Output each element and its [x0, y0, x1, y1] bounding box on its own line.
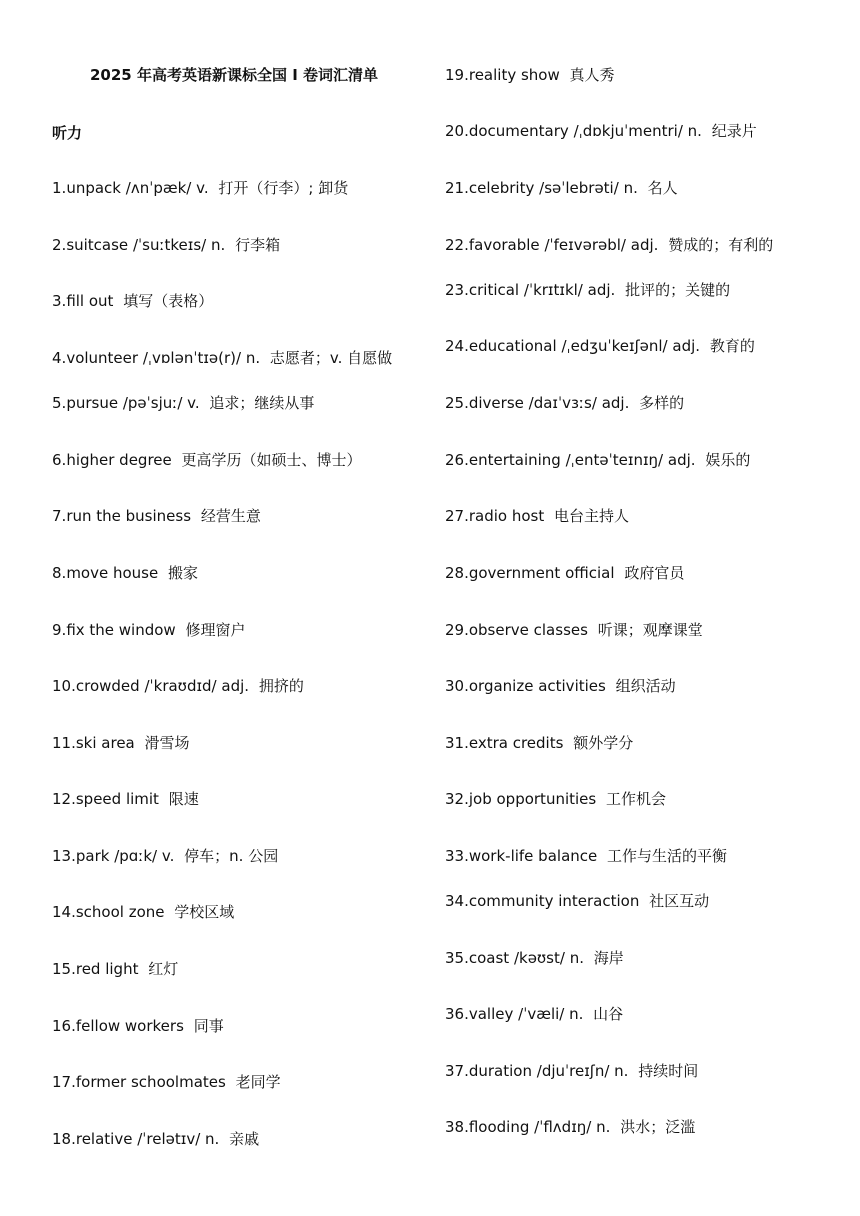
entry-phonetic: /ˈfeɪvərəbl/	[544, 236, 626, 254]
entry-number: 37.	[445, 1062, 469, 1080]
entry-term: educational	[468, 337, 557, 355]
entry-phonetic: /ˌvɒlənˈtɪə(r)/	[142, 349, 242, 367]
vocab-entry	[52, 846, 278, 866]
entry-phonetic: /səˈlebrəti/	[539, 179, 619, 197]
entry-term: work-life balance	[468, 847, 598, 865]
entry-phonetic: /ˌedʒuˈkeɪʃənl/	[561, 337, 668, 355]
entry-number: 33.	[445, 847, 469, 865]
entry-number: 4.	[52, 349, 67, 367]
entry-meaning: 行李箱	[235, 236, 281, 254]
entry-term: pursue	[66, 394, 119, 412]
entry-meaning: 工作机会	[606, 790, 667, 808]
entry-number: 1.	[52, 179, 67, 197]
vocab-entry	[445, 789, 666, 809]
entry-number: 18.	[52, 1130, 76, 1148]
entry-part-of-speech: adj.	[587, 281, 616, 299]
vocab-entry	[52, 620, 246, 640]
entry-part-of-speech: adj.	[601, 394, 630, 412]
entry-meaning: 更高学历（如硕士、博士）	[181, 451, 362, 469]
entry-term: organize activities	[468, 677, 606, 695]
entry-term: celebrity	[468, 179, 535, 197]
entry-number: 19.	[445, 66, 469, 84]
vocab-entry	[445, 280, 730, 300]
entry-number: 36.	[445, 1005, 469, 1023]
entry-term: fix the window	[66, 621, 176, 639]
entry-number: 34.	[445, 892, 469, 910]
vocab-entry	[52, 393, 314, 413]
vocab-entry	[445, 178, 678, 198]
entry-term: move house	[66, 564, 159, 582]
entry-phonetic: /ˌentəˈteɪnɪŋ/	[565, 451, 664, 469]
entry-term: duration	[468, 1062, 532, 1080]
entry-number: 9.	[52, 621, 67, 639]
entry-term: reality show	[468, 66, 560, 84]
entry-number: 15.	[52, 960, 76, 978]
entry-term: job opportunities	[468, 790, 597, 808]
entry-phonetic: /ˌdɒkjuˈmentri/	[573, 122, 683, 140]
entry-part-of-speech: adj.	[630, 236, 659, 254]
entry-meaning: 志愿者；v. 自愿做	[269, 349, 393, 367]
entry-term: radio host	[468, 507, 545, 525]
entry-term: flooding	[468, 1118, 530, 1136]
entry-meaning: 搬家	[168, 564, 199, 582]
entry-term: school zone	[75, 903, 165, 921]
vocab-entry	[445, 846, 727, 866]
entry-part-of-speech: n.	[211, 236, 226, 254]
vocab-entry	[445, 891, 709, 911]
entry-meaning: 修理窗户	[185, 621, 246, 639]
entry-term: observe classes	[468, 621, 588, 639]
entry-term: diverse	[468, 394, 524, 412]
entry-term: ski area	[75, 734, 135, 752]
entry-part-of-speech: n.	[569, 949, 584, 967]
entry-part-of-speech: adj.	[221, 677, 250, 695]
entry-meaning: 纪录片	[711, 122, 757, 140]
entry-number: 23.	[445, 281, 469, 299]
entry-term: fill out	[66, 292, 114, 310]
entry-part-of-speech: adj.	[672, 337, 701, 355]
entry-meaning: 额外学分	[573, 734, 634, 752]
vocab-entry	[445, 1004, 623, 1024]
entry-meaning: 停车；n. 公园	[184, 847, 279, 865]
entry-meaning: 工作与生活的平衡	[607, 847, 728, 865]
entry-term: volunteer	[66, 349, 139, 367]
vocab-entry	[445, 450, 750, 470]
entry-part-of-speech: v.	[161, 847, 175, 865]
entry-number: 30.	[445, 677, 469, 695]
entry-number: 32.	[445, 790, 469, 808]
entry-number: 25.	[445, 394, 469, 412]
vocab-entry	[52, 676, 304, 696]
vocab-entry	[52, 1129, 259, 1149]
vocab-entry	[445, 620, 703, 640]
entry-term: government official	[468, 564, 615, 582]
vocab-entry	[445, 336, 755, 356]
entry-term: valley	[468, 1005, 514, 1023]
entry-meaning: 名人	[647, 179, 678, 197]
entry-part-of-speech: n.	[245, 349, 261, 367]
vocab-entry	[445, 235, 773, 255]
entry-number: 28.	[445, 564, 469, 582]
entry-meaning: 限速	[168, 790, 199, 808]
entry-meaning: 电台主持人	[554, 507, 630, 525]
vocab-entry	[52, 1016, 224, 1036]
entry-number: 11.	[52, 734, 76, 752]
entry-meaning: 批评的；关键的	[625, 281, 731, 299]
entry-term: former schoolmates	[75, 1073, 226, 1091]
entry-number: 10.	[52, 677, 76, 695]
entry-term: relative	[75, 1130, 133, 1148]
entry-meaning: 填写（表格）	[123, 292, 214, 310]
entry-number: 21.	[445, 179, 469, 197]
entry-term: documentary	[468, 122, 569, 140]
entry-part-of-speech: n.	[596, 1118, 611, 1136]
entry-term: favorable	[468, 236, 540, 254]
entry-term: critical	[468, 281, 520, 299]
entry-number: 6.	[52, 451, 67, 469]
entry-term: crowded	[75, 677, 140, 695]
entry-term: community interaction	[468, 892, 640, 910]
entry-meaning: 同事	[193, 1017, 224, 1035]
entry-meaning: 听课；观摩课堂	[597, 621, 703, 639]
entry-meaning: 持续时间	[638, 1062, 699, 1080]
entry-meaning: 真人秀	[569, 66, 615, 84]
entry-phonetic: /ˈkraʊdɪd/	[144, 677, 217, 695]
entry-part-of-speech: adj.	[667, 451, 696, 469]
vocab-entry	[445, 121, 757, 141]
vocab-entry	[445, 948, 624, 968]
entry-phonetic: /pɑːk/	[114, 847, 158, 865]
entry-phonetic: /kəʊst/	[513, 949, 565, 967]
entry-phonetic: /ˈrelətɪv/	[137, 1130, 201, 1148]
entry-phonetic: /ʌnˈpæk/	[125, 179, 192, 197]
entry-number: 20.	[445, 122, 469, 140]
vocab-entry	[52, 235, 280, 255]
vocab-entry	[445, 1061, 698, 1081]
entry-term: entertaining	[468, 451, 561, 469]
entry-meaning: 政府官员	[624, 564, 685, 582]
vocab-entry	[52, 563, 198, 583]
entry-number: 38.	[445, 1118, 469, 1136]
entry-number: 27.	[445, 507, 469, 525]
entry-meaning: 追求；继续从事	[209, 394, 315, 412]
entry-part-of-speech: v.	[187, 394, 200, 412]
entry-part-of-speech: n.	[623, 179, 638, 197]
entry-phonetic: /ˈvæli/	[518, 1005, 565, 1023]
entry-meaning: 红灯	[148, 960, 179, 978]
entry-phonetic: /djuˈreɪʃn/	[536, 1062, 610, 1080]
vocab-entry	[445, 563, 684, 583]
entry-meaning: 赞成的；有利的	[668, 236, 774, 254]
vocab-entry	[445, 506, 629, 526]
entry-number: 3.	[52, 292, 67, 310]
entry-meaning: 娱乐的	[705, 451, 751, 469]
entry-phonetic: /ˈsuːtkeɪs/	[132, 236, 207, 254]
entry-part-of-speech: n.	[569, 1005, 584, 1023]
entry-meaning: 滑雪场	[144, 734, 190, 752]
entry-part-of-speech: n.	[205, 1130, 220, 1148]
entry-meaning: 多样的	[639, 394, 685, 412]
entry-number: 35.	[445, 949, 469, 967]
entry-number: 2.	[52, 236, 67, 254]
vocab-entry	[52, 789, 199, 809]
entry-number: 24.	[445, 337, 469, 355]
entry-number: 8.	[52, 564, 67, 582]
entry-term: coast	[468, 949, 510, 967]
vocab-entry	[52, 506, 261, 526]
entry-term: unpack	[66, 179, 121, 197]
vocab-entry	[52, 291, 213, 311]
entry-phonetic: /ˈflʌdɪŋ/	[534, 1118, 592, 1136]
vocab-entry	[445, 733, 633, 753]
entry-meaning: 学校区域	[174, 903, 235, 921]
entry-meaning: 亲戚	[229, 1130, 260, 1148]
entry-term: run the business	[66, 507, 192, 525]
entry-meaning: 海岸	[593, 949, 624, 967]
entry-phonetic: /daɪˈvɜːs/	[528, 394, 597, 412]
entry-meaning: 组织活动	[615, 677, 676, 695]
vocab-entry	[52, 1072, 281, 1092]
entry-number: 16.	[52, 1017, 76, 1035]
entry-term: park	[75, 847, 110, 865]
entry-meaning: 洪水；泛滥	[620, 1118, 696, 1136]
entry-term: higher degree	[66, 451, 172, 469]
entry-number: 13.	[52, 847, 76, 865]
entry-number: 12.	[52, 790, 76, 808]
page-title: 2025 年高考英语新课标全国 I 卷词汇清单	[90, 66, 378, 84]
entry-part-of-speech: n.	[687, 122, 702, 140]
section-heading: 听力	[52, 124, 83, 142]
entry-number: 14.	[52, 903, 76, 921]
entry-number: 26.	[445, 451, 469, 469]
entry-meaning: 教育的	[709, 337, 755, 355]
vocab-entry	[52, 902, 234, 922]
vocab-entry	[52, 348, 392, 368]
entry-meaning: 社区互动	[649, 892, 710, 910]
entry-meaning: 拥挤的	[258, 677, 304, 695]
entry-number: 5.	[52, 394, 67, 412]
entry-number: 22.	[445, 236, 469, 254]
entry-meaning: 经营生意	[200, 507, 261, 525]
vocab-entry	[52, 450, 362, 470]
vocab-entry	[445, 393, 684, 413]
entry-number: 29.	[445, 621, 469, 639]
vocab-entry	[445, 1117, 695, 1137]
entry-meaning: 老同学	[235, 1073, 281, 1091]
entry-part-of-speech: n.	[614, 1062, 629, 1080]
vocab-entry	[445, 65, 615, 85]
vocab-entry	[445, 676, 676, 696]
entry-term: speed limit	[75, 790, 159, 808]
vocab-entry	[52, 178, 348, 198]
entry-phonetic: /pəˈsjuː/	[122, 394, 183, 412]
entry-term: fellow workers	[75, 1017, 184, 1035]
vocab-entry	[52, 959, 178, 979]
entry-part-of-speech: v.	[196, 179, 209, 197]
entry-number: 7.	[52, 507, 67, 525]
vocab-entry	[52, 733, 190, 753]
entry-meaning: 打开（行李）; 卸货	[218, 179, 349, 197]
entry-meaning: 山谷	[593, 1005, 624, 1023]
entry-number: 17.	[52, 1073, 76, 1091]
entry-number: 31.	[445, 734, 469, 752]
entry-term: extra credits	[468, 734, 564, 752]
entry-phonetic: /ˈkrɪtɪkl/	[523, 281, 583, 299]
entry-term: red light	[75, 960, 139, 978]
entry-term: suitcase	[66, 236, 129, 254]
